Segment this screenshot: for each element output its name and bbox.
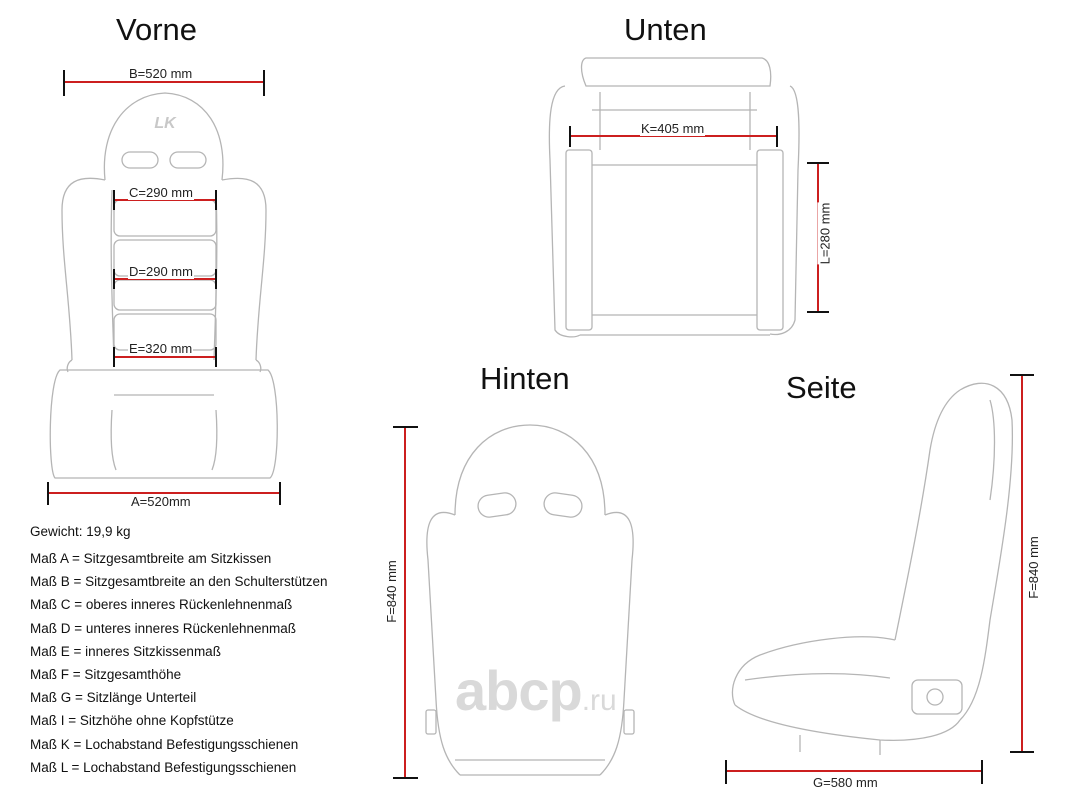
legend-item-b: Maß B = Sitzgesamtbreite an den Schulterstützen	[30, 574, 328, 590]
side-view-title: Seite	[786, 370, 857, 405]
legend-item-d: Maß D = unteres inneres Rückenlehnenmaß	[30, 620, 297, 636]
dimension-c-label: C=290 mm	[129, 185, 193, 200]
dimension-d-label: D=290 mm	[129, 264, 193, 279]
bottom-view-seat-outline	[549, 58, 799, 337]
legend-item-e: Maß E = inneres Sitzkissenmaß	[30, 643, 221, 659]
legend-item-i: Maß I = Sitzhöhe ohne Kopfstütze	[30, 713, 234, 729]
dimension-e-label: E=320 mm	[129, 341, 193, 356]
front-view-seat-outline	[50, 93, 277, 478]
dimension-g-label: G=580 mm	[813, 775, 878, 790]
watermark	[455, 658, 617, 723]
side-dimension-lines	[726, 375, 1034, 784]
back-view-title: Hinten	[480, 361, 570, 396]
side-view-seat-outline	[732, 383, 1012, 755]
dimension-l-label: L=280 mm	[817, 202, 833, 265]
legend-item-f: Maß F = Sitzgesamthöhe	[30, 666, 182, 682]
watermark-suffix: .ru	[581, 684, 617, 717]
legend-item-g: Maß G = Sitzlänge Unterteil	[30, 690, 197, 706]
dimension-a-label: A=520mm	[131, 494, 191, 509]
dimension-f-side-label: F=840 mm	[1025, 536, 1041, 599]
front-view-title: Vorne	[116, 12, 198, 47]
dimension-b-label: B=520 mm	[129, 66, 193, 81]
dimension-f-back-label: F=840 mm	[383, 560, 399, 623]
bottom-dimension-lines	[570, 126, 829, 312]
legend	[30, 524, 328, 779]
bottom-view-title: Unten	[624, 12, 707, 47]
legend-item-l: Maß L = Lochabstand Befestigungsschienen	[30, 759, 297, 775]
legend-item-a: Maß A = Sitzgesamtbreite am Sitzkissen	[30, 551, 272, 566]
watermark-main: abcp	[455, 659, 582, 722]
legend-item-c: Maß C = oberes inneres Rückenlehnenmaß	[30, 597, 293, 613]
legend-weight: Gewicht: 19,9 kg	[30, 524, 131, 539]
front-dimension-lines	[48, 70, 280, 505]
legend-item-k: Maß K = Lochabstand Befestigungsschienen	[30, 736, 299, 752]
front-logo: LK	[154, 115, 176, 132]
dimension-k-label: K=405 mm	[641, 121, 705, 136]
